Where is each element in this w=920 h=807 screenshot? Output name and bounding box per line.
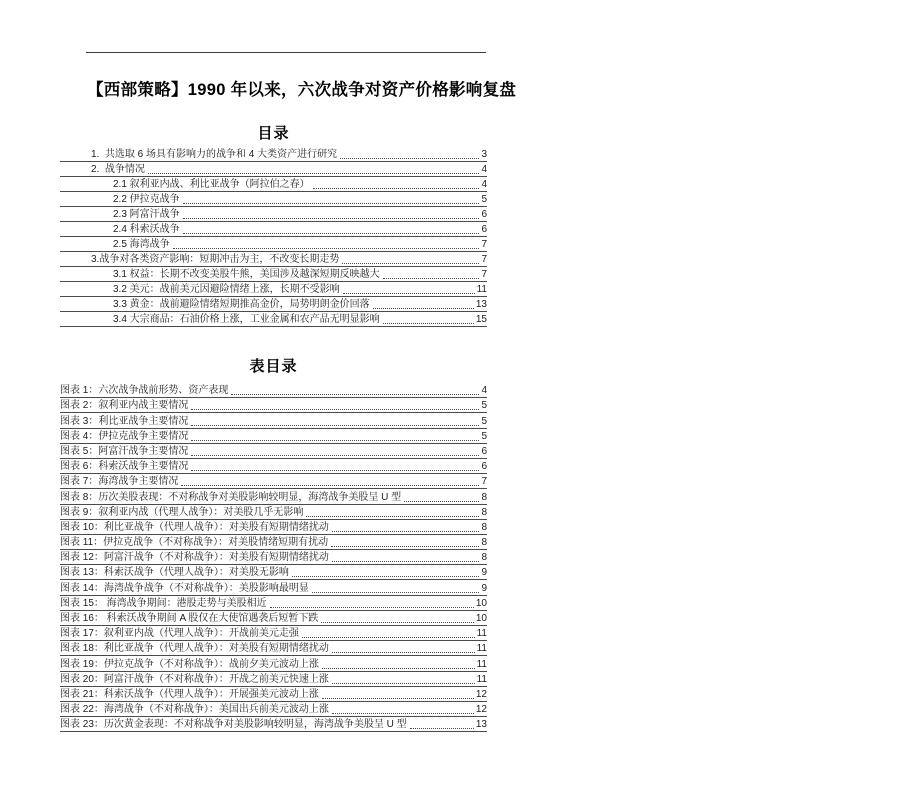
dot-leader (183, 233, 480, 234)
figure-entry[interactable] (60, 535, 487, 550)
figure-entry-label: 图表 20：阿富汗战争（不对称战争）：开战之前美元快速上涨 (60, 673, 329, 685)
dot-leader (383, 278, 480, 279)
dot-leader (148, 173, 480, 174)
toc-entry[interactable] (60, 237, 487, 252)
figure-entry[interactable] (60, 687, 487, 702)
figure-entry-page: 8 (481, 506, 487, 518)
toc-entry-label: 1. 共选取 6 场具有影响力的战争和 4 大类资产进行研究 (91, 149, 338, 160)
figure-entry[interactable] (60, 565, 487, 580)
figure-entry-label: 图表 4：伊拉克战争主要情况 (60, 430, 189, 442)
figure-entry-page: 11 (476, 628, 487, 640)
dot-leader (191, 409, 479, 410)
header-divider (86, 52, 486, 53)
dot-leader (332, 531, 480, 532)
toc-entry-page: 11 (476, 284, 487, 295)
dot-leader (270, 607, 474, 608)
toc-entry-label: 3.4 大宗商品：石油价格上涨，工业金属和农产品无明显影响 (113, 314, 380, 325)
figure-entry-page: 9 (481, 567, 487, 579)
toc-entry-label: 2.4 科索沃战争 (113, 224, 180, 235)
dot-leader (332, 713, 474, 714)
figure-entry-label: 图表 6：科索沃战争主要情况 (60, 461, 189, 473)
toc-entry-label: 3.2 美元：战前美元因避险情绪上涨，长期不受影响 (113, 284, 340, 295)
dot-leader (191, 470, 479, 471)
dot-leader (321, 622, 474, 623)
figure-entry-label: 图表 13：科索沃战争（代理人战争）：对美股无影响 (60, 567, 289, 579)
toc-entry[interactable] (60, 297, 487, 312)
toc-entry-page: 7 (481, 239, 487, 250)
figure-entry[interactable] (60, 641, 487, 656)
toc-entry-page: 6 (481, 224, 487, 235)
toc-entry-page: 3 (481, 149, 487, 160)
figure-entry-label: 图表 14：海湾战争战争（不对称战争）：美股影响最明显 (60, 582, 309, 594)
toc-entry[interactable] (60, 177, 487, 192)
dot-leader (313, 188, 480, 189)
figure-entry-page: 5 (481, 415, 487, 427)
figure-entry[interactable] (60, 550, 487, 565)
figure-entry-label: 图表 11：伊拉克战争（不对称战争）：对美股情绪短期有扰动 (60, 537, 329, 549)
toc-heading: 目录 (257, 125, 290, 142)
figure-entry[interactable] (60, 383, 487, 398)
dot-leader (302, 637, 475, 638)
figure-entry-page: 12 (475, 704, 487, 716)
figure-entry-label: 图表 1：六次战争战前形势、资产表现 (60, 385, 229, 397)
dot-leader (373, 308, 474, 309)
dot-leader (404, 501, 479, 502)
figure-entry-label: 图表 15： 海湾战争期间：港股走势与美股相近 (60, 597, 267, 609)
toc-entry-page: 6 (481, 209, 487, 220)
figure-entry[interactable] (60, 505, 487, 520)
figure-entry[interactable] (60, 580, 487, 595)
figure-entry-page: 11 (476, 673, 487, 685)
dot-leader (173, 248, 480, 249)
figure-entry[interactable] (60, 596, 487, 611)
figure-entry-page: 5 (481, 430, 487, 442)
figure-entry[interactable] (60, 398, 487, 413)
dot-leader (183, 203, 480, 204)
figure-entry-label: 图表 7：海湾战争主要情况 (60, 476, 179, 488)
toc-list (60, 147, 487, 327)
dot-leader (292, 576, 480, 577)
figure-entry-page: 4 (481, 385, 487, 397)
figure-entry-label: 图表 23：历次黄金表现：不对称战争对美股影响较明显，海湾战争美股呈 U 型 (60, 719, 407, 731)
dot-leader (181, 485, 479, 486)
toc-entry[interactable] (60, 252, 487, 267)
figure-entry-page: 8 (481, 491, 487, 503)
toc-entry[interactable] (60, 282, 487, 297)
dot-leader (332, 683, 475, 684)
figure-entry-label: 图表 2：叙利亚内战主要情况 (60, 400, 189, 412)
figures-heading: 表目录 (249, 358, 298, 375)
toc-entry-page: 7 (481, 254, 487, 265)
figure-entry[interactable] (60, 459, 487, 474)
figure-entry-page: 13 (475, 719, 487, 731)
figure-entry-page: 11 (476, 658, 487, 670)
dot-leader (191, 440, 479, 441)
dot-leader (306, 516, 479, 517)
toc-entry-label: 3.3 黄金：战前避险情绪短期推高金价，局势明朗金价回落 (113, 299, 370, 310)
figure-entry-page: 8 (481, 552, 487, 564)
figure-entry[interactable] (60, 717, 487, 732)
dot-leader (322, 668, 475, 669)
dot-leader (343, 293, 475, 294)
toc-entry-label: 3.战争对各类资产影响：短期冲击为主，不改变长期走势 (91, 254, 340, 265)
dot-leader (191, 455, 479, 456)
figure-entry-label: 图表 10：利比亚战争（代理人战争）：对美股有短期情绪扰动 (60, 521, 329, 533)
figure-entry[interactable] (60, 413, 487, 428)
figure-entry-page: 8 (481, 537, 487, 549)
toc-entry-page: 15 (475, 314, 487, 325)
figure-entry[interactable] (60, 520, 487, 535)
toc-entry[interactable] (60, 147, 487, 162)
figure-entry-label: 图表 18：利比亚战争（代理人战争）：对美股有短期情绪扰动 (60, 643, 329, 655)
figure-entry[interactable] (60, 429, 487, 444)
toc-entry-label: 2.5 海湾战争 (113, 239, 170, 250)
toc-entry-page: 13 (475, 299, 487, 310)
figures-list (60, 383, 487, 732)
toc-entry[interactable] (60, 162, 487, 177)
dot-leader (231, 394, 479, 395)
dot-leader (332, 652, 475, 653)
dot-leader (331, 546, 479, 547)
figure-entry-label: 图表 22：海湾战争（不对称战争）：美国出兵前美元波动上涨 (60, 704, 329, 716)
toc-entry-page: 4 (481, 179, 487, 190)
figure-entry-label: 图表 17：叙利亚内战（代理人战争）：开战前美元走强 (60, 628, 299, 640)
dot-leader (332, 561, 480, 562)
toc-entry-page: 7 (481, 269, 487, 280)
dot-leader (340, 158, 479, 159)
figure-entry[interactable] (60, 444, 487, 459)
dot-leader (322, 698, 474, 699)
figure-entry[interactable] (60, 474, 487, 489)
page-title: 【西部策略】1990 年以来，六次战争对资产价格影响复盘 (87, 81, 517, 99)
figure-entry-page: 10 (475, 597, 487, 609)
figure-entry-page: 7 (481, 476, 487, 488)
figure-entry[interactable] (60, 656, 487, 671)
figure-entry[interactable] (60, 611, 487, 626)
figure-entry-label: 图表 3：利比亚战争主要情况 (60, 415, 189, 427)
figure-entry-label: 图表 21：科索沃战争（代理人战争）：开展强美元波动上涨 (60, 688, 319, 700)
figure-entry-page: 6 (481, 445, 487, 457)
toc-entry-label: 2. 战争情况 (91, 164, 145, 175)
toc-entry-label: 3.1 权益：长期不改变美股牛熊，美国涉及越深短期反映越大 (113, 269, 380, 280)
figure-entry[interactable] (60, 489, 487, 504)
dot-leader (383, 323, 474, 324)
dot-leader (410, 728, 474, 729)
dot-leader (191, 425, 479, 426)
figure-entry-label: 图表 8：历次美股表现：不对称战争对美股影响较明显，海湾战争美股呈 U 型 (60, 491, 402, 503)
figure-entry-page: 11 (476, 643, 487, 655)
figure-entry[interactable] (60, 672, 487, 687)
figure-entry-label: 图表 16： 科索沃战争期间 A 股仅在大使馆遇袭后短暂下跌 (60, 613, 319, 624)
toc-entry[interactable] (60, 267, 487, 282)
figure-entry-label: 图表 9：叙利亚内战（代理人战争）：对美股几乎无影响 (60, 506, 304, 518)
figure-entry-label: 图表 12：阿富汗战争（不对称战争）：对美股有短期情绪扰动 (60, 552, 329, 564)
toc-entry[interactable] (60, 312, 487, 327)
toc-entry-page: 5 (481, 194, 487, 205)
figure-entry-page: 9 (481, 582, 487, 594)
figure-entry-page: 5 (481, 400, 487, 412)
figure-entry-label: 图表 5：阿富汗战争主要情况 (60, 445, 189, 457)
toc-entry[interactable] (60, 207, 487, 222)
toc-entry[interactable] (60, 192, 487, 207)
toc-entry-label: 2.3 阿富汗战争 (113, 209, 180, 220)
figure-entry-page: 12 (475, 688, 487, 700)
dot-leader (312, 592, 480, 593)
dot-leader (342, 263, 479, 264)
toc-entry[interactable] (60, 222, 487, 237)
toc-entry-label: 2.2 伊拉克战争 (113, 194, 180, 205)
figure-entry[interactable] (60, 702, 487, 717)
figure-entry[interactable] (60, 626, 487, 641)
toc-entry-label: 2.1 叙利亚内战、利比亚战争（阿拉伯之春） (113, 179, 310, 190)
figure-entry-label: 图表 19：伊拉克战争（不对称战争）：战前夕美元波动上涨 (60, 658, 319, 670)
figure-entry-page: 10 (475, 613, 487, 624)
dot-leader (183, 218, 480, 219)
figure-entry-page: 6 (481, 461, 487, 473)
toc-entry-page: 4 (481, 164, 487, 175)
figure-entry-page: 8 (481, 521, 487, 533)
